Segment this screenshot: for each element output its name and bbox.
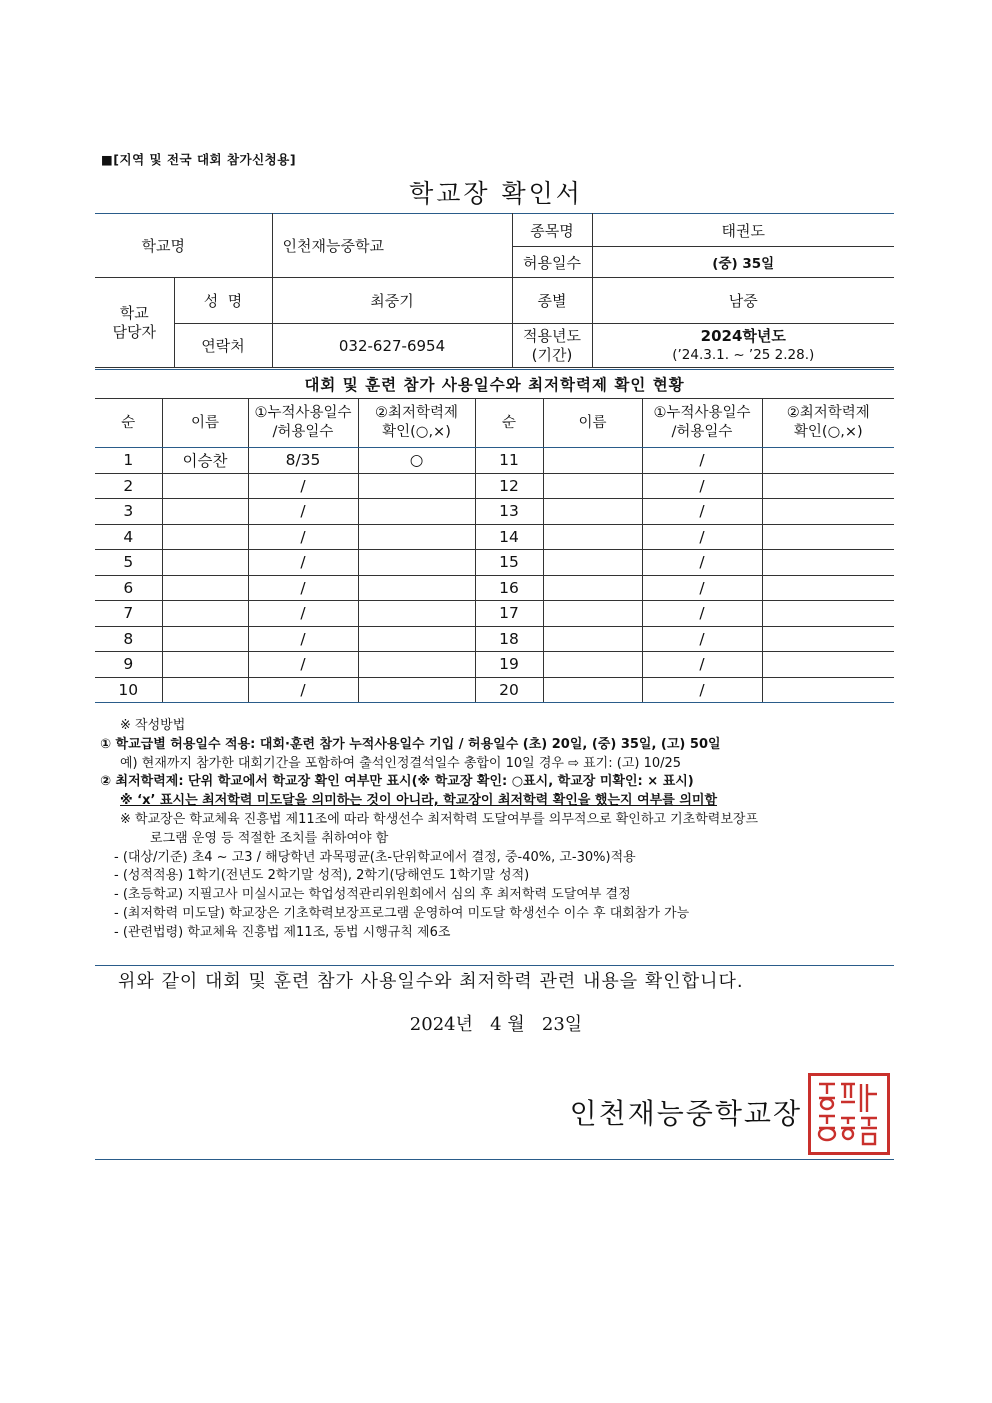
cell-name — [543, 473, 642, 499]
cell-check — [358, 499, 475, 525]
cell-days: / — [248, 575, 358, 601]
table-row — [95, 652, 894, 678]
cell-no: 17 — [475, 601, 543, 627]
detail-elementary: - (초등학교) 지필고사 미실시교는 학업성적관리위원회에서 심의 후 최저학력 도달여부 결정 — [114, 887, 631, 903]
period-year: 2024학년도 — [700, 326, 786, 345]
cell-days: / — [642, 626, 762, 652]
detail-not-reached: - (최저학력 미도달) 학교장은 기초학력보장프로그램 운영하여 미도달 학생선수 이수 후 대회참가 가능 — [114, 905, 690, 921]
cell-check — [358, 677, 475, 703]
cell-check — [358, 550, 475, 576]
cell-days: / — [248, 601, 358, 627]
cell-check — [358, 626, 475, 652]
cell-name — [162, 499, 248, 525]
allowed-days-value: (중) 35일 — [592, 247, 894, 278]
cell-no: 6 — [95, 575, 162, 601]
cell-days: / — [642, 601, 762, 627]
cell-check — [358, 524, 475, 550]
cell-days: / — [248, 652, 358, 678]
cell-no: 10 — [95, 677, 162, 703]
cell-check — [762, 448, 894, 474]
manager-name-label: 성 명 — [174, 278, 272, 324]
instructions — [100, 717, 900, 943]
cell-no: 18 — [475, 626, 543, 652]
cell-name — [543, 524, 642, 550]
cell-no: 3 — [95, 499, 162, 525]
table-row — [95, 550, 894, 576]
school-info-table — [95, 213, 894, 368]
cell-days: / — [642, 524, 762, 550]
cell-name — [543, 626, 642, 652]
table-row — [95, 524, 894, 550]
date-day: 23일 — [541, 1014, 583, 1035]
header-days: ①누적사용일수 /허용일수 — [642, 399, 762, 448]
date-month: 4 월 — [490, 1014, 525, 1035]
cell-no: 20 — [475, 677, 543, 703]
confirmation-statement: 위와 같이 대회 및 훈련 참가 사용일수와 최저학력 관련 내용을 확인합니다. — [118, 971, 744, 992]
period-range: (’24.3.1. ~ ’25 2.28.) — [672, 346, 815, 363]
cell-days: 8/35 — [248, 448, 358, 474]
header-name: 이름 — [162, 399, 248, 448]
cell-no: 16 — [475, 575, 543, 601]
header-no: 순 — [475, 399, 543, 448]
cell-no: 13 — [475, 499, 543, 525]
detail-law: - (관련법령) 학교체육 진흥법 제11조, 동법 시행규칙 제6조 — [114, 924, 451, 940]
cell-check — [762, 473, 894, 499]
cell-name — [543, 575, 642, 601]
seal-glyphs — [811, 1076, 887, 1152]
note-principal-duty: ※ 학교장은 학교체육 진흥법 제11조에 따라 학생선수 최저학력 도달여부를 의무적으로 확인하고 기초학력보장프 — [120, 811, 759, 827]
table-row — [95, 575, 894, 601]
cell-check — [762, 677, 894, 703]
cell-name — [162, 626, 248, 652]
note-allowed-days: ① 학교급별 허용일수 적용: 대회·훈련 참가 누적사용일수 기입 / 허용일수 (초) 20일, (중) 35일, (고) 50일 — [100, 736, 721, 752]
contact-label: 연락처 — [174, 324, 272, 368]
cell-days: / — [642, 575, 762, 601]
official-seal — [808, 1073, 890, 1155]
school-name-value: 인천재능중학교 — [272, 214, 512, 278]
detail-grades: - (성적적용) 1학기(전년도 2학기말 성적), 2학기(당해연도 1학기말 성적) — [114, 868, 530, 884]
document-title: 학교장 확인서 — [409, 179, 583, 208]
table-row — [95, 473, 894, 499]
cell-check — [762, 499, 894, 525]
notes-heading: ※ 작성방법 — [120, 718, 186, 733]
detail-target: - (대상/기준) 초4 ~ 고3 / 해당학년 과목평균(초-단위학교에서 결정, 중-40%, 고-30%)적용 — [114, 849, 636, 865]
cell-no: 9 — [95, 652, 162, 678]
cell-no: 8 — [95, 626, 162, 652]
cell-name — [162, 473, 248, 499]
cell-name — [162, 652, 248, 678]
table-row — [95, 448, 894, 474]
note-allowed-days-example: 예) 현재까지 참가한 대회기간을 포함하여 출석인정결석일수 총합이 10일 경우 ⇨ 표기: (고) 10/25 — [120, 755, 682, 771]
cell-no: 14 — [475, 524, 543, 550]
cell-no: 11 — [475, 448, 543, 474]
cell-name — [162, 601, 248, 627]
cell-no: 19 — [475, 652, 543, 678]
cell-days: / — [248, 626, 358, 652]
cell-check: ○ — [358, 448, 475, 474]
cell-name — [162, 550, 248, 576]
table-row — [95, 677, 894, 703]
cell-name — [162, 524, 248, 550]
cell-check — [762, 626, 894, 652]
school-name-label: 학교명 — [95, 214, 272, 278]
cell-check — [358, 575, 475, 601]
cell-no: 5 — [95, 550, 162, 576]
cell-days: / — [248, 677, 358, 703]
cell-days: / — [642, 473, 762, 499]
cell-days: / — [642, 677, 762, 703]
cell-days: / — [642, 550, 762, 576]
cell-name — [543, 499, 642, 525]
cell-days: / — [642, 499, 762, 525]
period-label: 적용년도 (기간) — [512, 324, 592, 368]
usage-roster-table — [95, 369, 894, 703]
header-check: ②최저학력제 확인(○,×) — [762, 399, 894, 448]
table-row — [95, 626, 894, 652]
table-row — [95, 601, 894, 627]
cell-days: / — [248, 473, 358, 499]
gender-label: 종별 — [512, 278, 592, 324]
cell-name — [162, 677, 248, 703]
cell-check — [762, 524, 894, 550]
cell-name — [543, 550, 642, 576]
cell-name — [543, 652, 642, 678]
note-x-meaning: ※ ‘x’ 표시는 최저학력 미도달을 의미하는 것이 아니라, 학교장이 최저학력 확인을 했는지 여부를 의미함 — [120, 793, 717, 809]
cell-check — [762, 652, 894, 678]
cell-name: 이승찬 — [162, 448, 248, 474]
manager-name-value: 최중기 — [272, 278, 512, 324]
cell-name — [162, 575, 248, 601]
period-value — [592, 324, 894, 368]
roster-caption: 대회 및 훈련 참가 사용일수와 최저학력제 확인 현황 — [95, 370, 894, 399]
sport-label: 종목명 — [512, 214, 592, 247]
sport-value: 태권도 — [592, 214, 894, 247]
issue-date — [0, 1010, 992, 1036]
cell-check — [762, 575, 894, 601]
principal-signature: 인천재능중학교장 — [569, 1097, 802, 1130]
gender-value: 남중 — [592, 278, 894, 324]
header-check: ②최저학력제 확인(○,×) — [358, 399, 475, 448]
cell-days: / — [642, 448, 762, 474]
date-year: 2024년 — [409, 1014, 473, 1035]
cell-no: 2 — [95, 473, 162, 499]
note-principal-duty-cont: 로그램 운영 등 적절한 조치를 취하여야 함 — [150, 830, 389, 846]
divider — [95, 965, 894, 966]
header-days: ①누적사용일수 /허용일수 — [248, 399, 358, 448]
header-no: 순 — [95, 399, 162, 448]
cell-days: / — [248, 524, 358, 550]
cell-check — [358, 473, 475, 499]
roster-body — [95, 448, 894, 703]
cell-check — [358, 601, 475, 627]
header-name: 이름 — [543, 399, 642, 448]
contact-value: 032-627-6954 — [272, 324, 512, 368]
bottom-rule — [95, 1159, 894, 1160]
allowed-days-label: 허용일수 — [512, 247, 592, 278]
cell-name — [543, 677, 642, 703]
cell-no: 7 — [95, 601, 162, 627]
cell-days: / — [248, 499, 358, 525]
cell-check — [358, 652, 475, 678]
cell-name — [543, 448, 642, 474]
cell-no: 4 — [95, 524, 162, 550]
cell-no: 12 — [475, 473, 543, 499]
cell-days: / — [248, 550, 358, 576]
form-type-label: ■[지역 및 전국 대회 참가신청용] — [101, 152, 297, 167]
table-row — [95, 499, 894, 525]
cell-check — [762, 550, 894, 576]
cell-no: 15 — [475, 550, 543, 576]
cell-no: 1 — [95, 448, 162, 474]
note-min-academic: ② 최저학력제: 단위 학교에서 학교장 확인 여부만 표시(※ 학교장 확인: ○표시, 학교장 미확인: × 표시) — [100, 774, 694, 790]
cell-name — [543, 601, 642, 627]
cell-check — [762, 601, 894, 627]
manager-label: 학교 담당자 — [95, 278, 174, 368]
cell-days: / — [642, 652, 762, 678]
